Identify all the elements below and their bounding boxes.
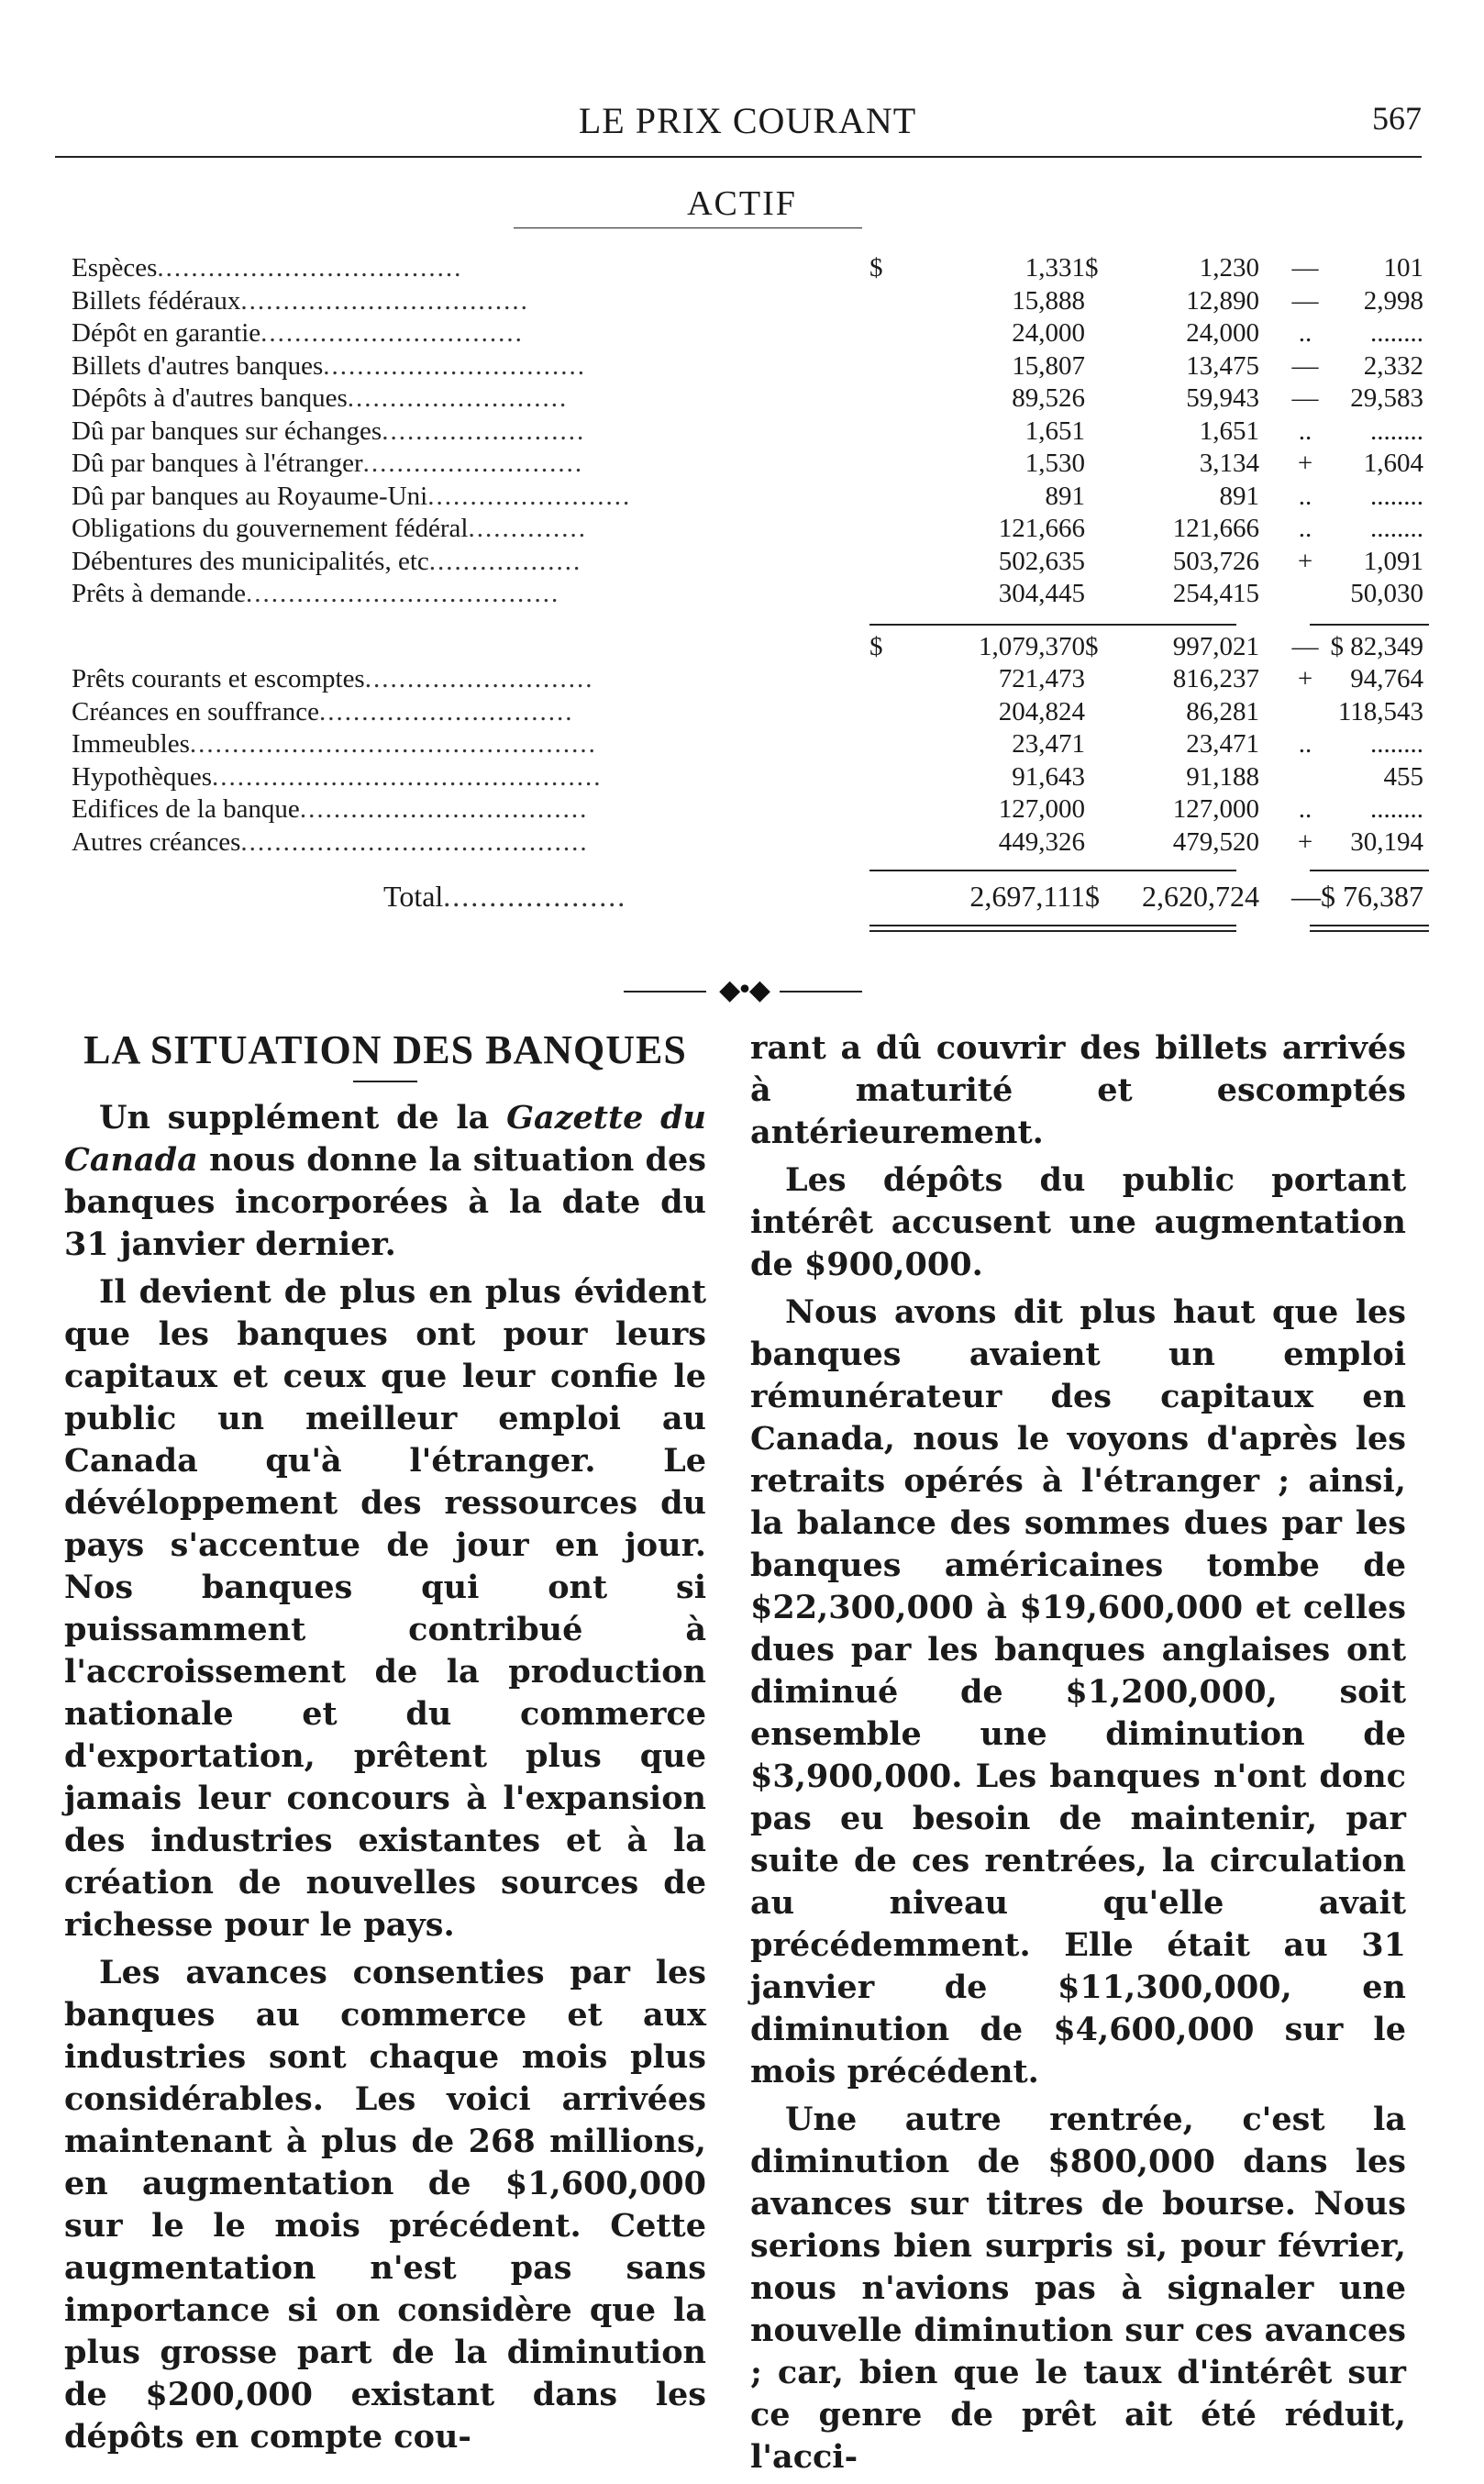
value-1920: 1,651	[1024, 416, 1085, 446]
paragraph-1: Un supplément de la Gazette du Canada nous donne la situation des banques incorporées à la date du 31 janvier dernier.	[64, 1099, 706, 1263]
value-prior: 1,651	[1199, 416, 1259, 446]
value-prior: 891	[1219, 481, 1259, 511]
headline-rule	[353, 1081, 417, 1082]
currency-symbol: $	[1085, 880, 1100, 913]
table-row	[72, 578, 1429, 609]
sum-rule-2	[1053, 624, 1236, 626]
value-prior: 59,943	[1186, 383, 1259, 413]
table-row	[72, 728, 1429, 760]
row-label: Autres créances.........................................	[72, 826, 589, 857]
row-label: Billets fédéraux..................................	[72, 285, 529, 316]
sum-rule-3	[1310, 624, 1429, 626]
total-rule-2	[1053, 870, 1236, 871]
change-sign: —	[1291, 383, 1319, 413]
paragraph-5: Les dépôts du public portant intérêt accusent une augmentation de $900,000.	[750, 1161, 1406, 1283]
value-1920: 89,526	[1012, 383, 1085, 413]
value-prior: 121,666	[1172, 514, 1259, 543]
value-change: ........	[1370, 794, 1423, 824]
page-number: 567	[1372, 100, 1422, 137]
value-prior: 127,000	[1172, 794, 1259, 824]
row-label: Billets d'autres banques...............................	[72, 350, 586, 381]
value-change: $ 82,349	[1330, 631, 1423, 661]
change-sign: —	[1291, 350, 1319, 381]
table-row	[72, 513, 1429, 544]
row-label: Dû par banques à l'étranger..........................	[72, 449, 584, 478]
change-sign: —	[1291, 285, 1319, 316]
change-sign: +	[1297, 664, 1313, 693]
value-prior: 86,281	[1186, 696, 1259, 726]
change-sign: ..	[1298, 794, 1312, 824]
row-label: Espèces....................................	[72, 253, 463, 283]
value-prior: 12,890	[1186, 285, 1259, 316]
value-prior: 23,471	[1186, 729, 1259, 759]
total-value-change: $ 76,387	[1321, 880, 1423, 913]
section-ornament: ◆•◆	[624, 974, 862, 1006]
value-prior: 24,000	[1186, 318, 1259, 348]
value-1920: 721,473	[998, 664, 1085, 693]
value-change: 50,030	[1350, 579, 1423, 608]
value-1920: 502,635	[998, 546, 1085, 576]
row-label: Créances en souffrance..............................	[72, 696, 574, 726]
total-rule-3	[1310, 870, 1429, 871]
total-double-rule-2	[1053, 925, 1236, 926]
value-1920: 23,471	[1012, 729, 1085, 759]
value-change: 2,332	[1363, 350, 1423, 381]
table-row	[72, 793, 1429, 825]
value-prior: 997,021	[1172, 631, 1259, 661]
value-1920: 1,079,370	[979, 631, 1085, 661]
value-change: ........	[1370, 481, 1423, 511]
value-1920: 891	[1045, 481, 1085, 511]
value-change: 118,543	[1337, 696, 1423, 726]
row-label: Obligations du gouvernement fédéral..............	[72, 514, 587, 543]
table-row	[72, 383, 1429, 414]
table-row	[72, 761, 1429, 793]
row-label: Débentures des municipalités, etc..................	[72, 546, 582, 576]
value-change: 101	[1383, 253, 1423, 283]
running-header	[73, 92, 1422, 147]
row-label: Immeubles................................................	[72, 729, 597, 759]
value-change: ........	[1370, 318, 1423, 348]
value-prior: 1,230	[1199, 253, 1259, 283]
table-row	[72, 663, 1429, 694]
value-change: ........	[1370, 416, 1423, 446]
table-row	[72, 350, 1429, 382]
value-1920: 24,000	[1012, 318, 1085, 348]
table-row	[72, 631, 1429, 662]
running-title: LE PRIX COURANT	[578, 100, 917, 141]
change-sign: +	[1297, 546, 1313, 576]
currency-symbol: $	[869, 253, 883, 283]
total-double-rule-3	[1310, 925, 1429, 926]
total-value-1920: 2,697,111	[969, 880, 1085, 913]
change-sign: +	[1297, 826, 1313, 857]
value-1920: 449,326	[998, 826, 1085, 857]
total-double-rule-2	[1053, 930, 1236, 932]
value-change: 455	[1383, 761, 1423, 792]
change-sign: ..	[1298, 514, 1312, 543]
currency-symbol: $	[1085, 631, 1099, 661]
value-1920: 91,643	[1012, 761, 1085, 792]
article-column-left	[64, 1027, 706, 2464]
paragraph-3: Les avances consenties par les banques au commerce et aux industries sont chaque mois plus considérables. Les voici arrivées maintenant à plus de 268 millions, en augmentation de $1,600,000 sur le le mois précédent. Cette augmentation n'est pas sans importance si on considère que la plus grosse part de la diminution de $200,000 existant dans les dépôts en compte cou-	[64, 1954, 706, 2456]
paragraph-2: Il devient de plus en plus évident que les banques ont pour leurs capitaux et ceux que leur confie le public un meilleur emploi au Canada qu'à l'étranger. Le dévéloppement des ressources du pays s'accentue de jour en jour. Nos banques qui ont si puissamment contribué à l'accroissement de la production nationale et du commerce d'exportation, prêtent plus que jamais leur concours à l'expansion des industries existantes et à la création de nouvelles sources de richesse pour le pays.	[64, 1273, 706, 1944]
total-rule-1	[869, 870, 1067, 871]
table-row	[72, 826, 1429, 858]
change-sign: —	[1291, 253, 1319, 283]
value-change: 2,998	[1363, 285, 1423, 316]
currency-symbol: $	[869, 631, 883, 661]
value-change: ........	[1370, 514, 1423, 543]
paragraph-6: Nous avons dit plus haut que les banques avaient un emploi rémunérateur des capitaux en Canada, nous le voyons d'après les retraits opérés à l'étranger ; ainsi, la balance des sommes dues par les banques américaines tombe de $22,300,000 à $19,600,000 et celles dues par les banques anglaises ont diminué de $1,200,000, soit ensemble une diminution de $3,900,000. Les banques n'ont donc pas eu besoin de maintenir, par suite de ces rentrées, la circulation au niveau qu'elle avait précédemment. Elle était au 31 janvier de $11,300,000, en diminution de $4,600,000 sur le mois précédent.	[750, 1293, 1406, 2090]
total-row	[72, 881, 1429, 912]
value-change: 1,091	[1363, 546, 1423, 576]
article-headline: LA SITUATION DES BANQUES	[83, 1027, 687, 1072]
value-prior: 91,188	[1186, 761, 1259, 792]
value-change: ........	[1370, 729, 1423, 759]
section-title-rule	[514, 227, 862, 228]
row-label: Dû par banques au Royaume-Uni........................	[72, 481, 632, 511]
total-value-prior: 2,620,724	[1142, 880, 1259, 913]
paragraph-7: Une autre rentrée, c'est la diminution de $800,000 dans les avances sur titres de bourse. Nous serions bien surpris si, pour février, nous n'avions pas à signaler une nouvelle diminution sur ces avances ; car, bien que le taux d'intérêt sur ce genre de prêt ait été réduit, l'acci-	[750, 2101, 1406, 2476]
value-1920: 1,331	[1024, 253, 1085, 283]
value-change: 30,194	[1350, 826, 1423, 857]
value-prior: 254,415	[1172, 579, 1259, 608]
change-sign: ..	[1298, 481, 1312, 511]
value-prior: 479,520	[1172, 826, 1259, 857]
row-label: Prêts à demande.....................................	[72, 579, 560, 608]
change-sign: ..	[1298, 416, 1312, 446]
total-double-rule-1	[869, 925, 1067, 926]
row-label: Edifices de la banque..................................	[72, 794, 589, 824]
value-1920: 127,000	[998, 794, 1085, 824]
change-sign: ..	[1298, 729, 1312, 759]
value-1920: 204,824	[998, 696, 1085, 726]
row-label: Dépôts à d'autres banques..........................	[72, 383, 569, 413]
value-1920: 15,888	[1012, 285, 1085, 316]
value-change: 29,583	[1350, 383, 1423, 413]
value-1920: 15,807	[1012, 350, 1085, 381]
total-double-rule-3	[1310, 930, 1429, 932]
value-change: 94,764	[1350, 664, 1423, 693]
table-row	[72, 481, 1429, 512]
total-change-sign: —	[1291, 880, 1321, 913]
section-title: ACTIF	[687, 184, 797, 223]
table-row	[72, 416, 1429, 447]
total-double-rule-1	[869, 930, 1067, 932]
table-row	[72, 252, 1429, 283]
change-sign: +	[1297, 449, 1313, 478]
paragraph-4: rant a dû couvrir des billets arrivés à maturité et escomptés antérieurement.	[750, 1029, 1406, 1151]
currency-symbol: $	[1085, 253, 1099, 283]
change-sign: —	[1291, 631, 1319, 661]
value-prior: 503,726	[1172, 546, 1259, 576]
sum-rule-1	[869, 624, 1067, 626]
total-label: Total....................	[383, 881, 627, 912]
row-label: Dépôt en garantie...............................	[72, 318, 524, 348]
publication-name: Gazette du Canada	[64, 1099, 706, 1179]
change-sign: ..	[1298, 318, 1312, 348]
value-prior: 3,134	[1199, 449, 1259, 478]
row-label: Hypothèques..............................................	[72, 761, 603, 792]
value-prior: 816,237	[1172, 664, 1259, 693]
value-prior: 13,475	[1186, 350, 1259, 381]
table-row	[72, 285, 1429, 316]
value-1920: 304,445	[998, 579, 1085, 608]
table-row	[72, 317, 1429, 349]
article-column-right	[750, 1027, 1406, 2484]
table-row	[72, 546, 1429, 577]
table-row	[72, 448, 1429, 479]
table-row	[72, 696, 1429, 727]
row-label: Prêts courants et escomptes...........................	[72, 664, 594, 693]
value-1920: 121,666	[998, 514, 1085, 543]
row-label: Dû par banques sur échanges........................	[72, 416, 586, 446]
value-change: 1,604	[1363, 449, 1423, 478]
value-1920: 1,530	[1024, 449, 1085, 478]
header-rule	[55, 156, 1422, 158]
